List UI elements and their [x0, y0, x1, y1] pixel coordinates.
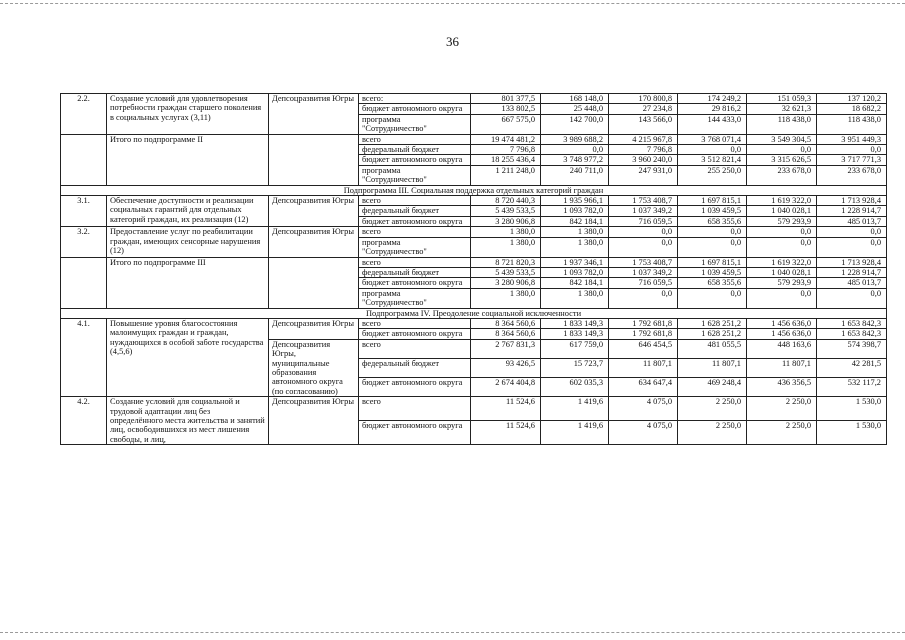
row-number: 2.2.: [61, 94, 107, 135]
row-number: 4.1.: [61, 318, 107, 396]
value-cell: 485 013,7: [817, 278, 887, 288]
value-cell: 2 674 404,8: [471, 378, 541, 397]
row-number: [61, 257, 107, 308]
measure-name: Создание условий для удовлетворения потребности граждан старшего поколения в социальных услугах (3,11): [107, 94, 269, 135]
value-cell: 716 059,5: [609, 216, 678, 226]
value-cell: 1 039 459,5: [678, 206, 747, 216]
value-cell: 1 753 408,7: [609, 196, 678, 206]
value-cell: 0,0: [817, 288, 887, 308]
value-cell: 1 380,0: [541, 237, 609, 257]
value-cell: 579 293,9: [747, 278, 817, 288]
section-title: Подпрограмма IV. Преодоление социальной исключенности: [61, 308, 887, 318]
value-cell: 19 474 481,2: [471, 134, 541, 144]
finance-source-cell: бюджет автономного округа: [359, 155, 471, 165]
value-cell: 469 248,4: [678, 378, 747, 397]
top-edge-line: [0, 3, 905, 4]
value-cell: 0,0: [678, 227, 747, 237]
page-number: 36: [446, 34, 459, 49]
finance-source-cell: бюджет автономного округа: [359, 421, 471, 445]
value-cell: 118 438,0: [817, 114, 887, 134]
value-cell: 1 211 248,0: [471, 165, 541, 185]
value-cell: 574 398,7: [817, 339, 887, 358]
value-cell: 143 566,0: [609, 114, 678, 134]
value-cell: 481 055,5: [678, 339, 747, 358]
value-cell: 3 549 304,5: [747, 134, 817, 144]
section-title: Подпрограмма III. Социальная поддержка отдельных категорий граждан: [61, 185, 887, 195]
table-row: [61, 134, 887, 144]
value-cell: 5 439 533,5: [471, 206, 541, 216]
value-cell: 3 280 906,8: [471, 216, 541, 226]
section-row: [61, 308, 887, 318]
value-cell: 18 682,2: [817, 104, 887, 114]
value-cell: 1 380,0: [471, 227, 541, 237]
finance-source-cell: федеральный бюджет: [359, 267, 471, 277]
value-cell: 233 678,0: [817, 165, 887, 185]
value-cell: 0,0: [817, 237, 887, 257]
value-cell: 1 037 349,2: [609, 206, 678, 216]
measure-name: Итого по подпрограмме III: [107, 257, 269, 308]
value-cell: 3 280 906,8: [471, 278, 541, 288]
value-cell: 485 013,7: [817, 216, 887, 226]
value-cell: 0,0: [747, 237, 817, 257]
value-cell: 4 075,0: [609, 421, 678, 445]
value-cell: 11 807,1: [747, 358, 817, 377]
value-cell: 42 281,5: [817, 358, 887, 377]
value-cell: 1 380,0: [471, 237, 541, 257]
value-cell: 0,0: [678, 145, 747, 155]
value-cell: 3 748 977,2: [541, 155, 609, 165]
program-finance-table: [60, 93, 887, 445]
value-cell: 0,0: [817, 227, 887, 237]
finance-source-cell: всего: [359, 134, 471, 144]
value-cell: 1 380,0: [541, 227, 609, 237]
row-number: 3.1.: [61, 196, 107, 227]
value-cell: 842 184,1: [541, 278, 609, 288]
value-cell: 617 759,0: [541, 339, 609, 358]
value-cell: 4 215 967,8: [609, 134, 678, 144]
value-cell: 1 040 028,1: [747, 267, 817, 277]
value-cell: 1 833 149,3: [541, 329, 609, 339]
value-cell: 1 228 914,7: [817, 206, 887, 216]
bottom-edge-line: [0, 632, 905, 633]
value-cell: 1 530,0: [817, 421, 887, 445]
value-cell: 2 767 831,3: [471, 339, 541, 358]
value-cell: 0,0: [678, 237, 747, 257]
finance-source-cell: всего: [359, 339, 471, 358]
value-cell: 25 448,0: [541, 104, 609, 114]
value-cell: 247 931,0: [609, 165, 678, 185]
table-row: [61, 257, 887, 267]
value-cell: 27 234,8: [609, 104, 678, 114]
row-number: [61, 134, 107, 185]
finance-source-cell: федеральный бюджет: [359, 358, 471, 377]
value-cell: 1 697 815,1: [678, 257, 747, 267]
value-cell: 144 433,0: [678, 114, 747, 134]
value-cell: 4 075,0: [609, 397, 678, 421]
value-cell: 118 438,0: [747, 114, 817, 134]
value-cell: 0,0: [678, 288, 747, 308]
measure-name: Создание условий для социальной и трудовой адаптации лиц без определённого места жительства и занятий лиц, освободившихся из мест лишения свободы, и лиц,: [107, 397, 269, 445]
value-cell: 602 035,3: [541, 378, 609, 397]
row-number: 4.2.: [61, 397, 107, 445]
value-cell: 646 454,5: [609, 339, 678, 358]
value-cell: 1 619 322,0: [747, 196, 817, 206]
finance-source-cell: федеральный бюджет: [359, 145, 471, 155]
table-row: [61, 397, 887, 421]
executor: Депсоцразвития Югры, муниципальные образования автономного округа (по согласованию): [269, 339, 359, 396]
value-cell: 174 249,2: [678, 94, 747, 104]
value-cell: 3 768 071,4: [678, 134, 747, 144]
measure-name: Предоставление услуг по реабилитации граждан, имеющих сенсорные нарушения (12): [107, 227, 269, 257]
value-cell: 1 792 681,8: [609, 329, 678, 339]
value-cell: 255 250,0: [678, 165, 747, 185]
executor: Депсоцразвития Югры: [269, 94, 359, 135]
finance-source-cell: бюджет автономного округа: [359, 216, 471, 226]
executor: Депсоцразвития Югры: [269, 318, 359, 339]
value-cell: 8 720 440,3: [471, 196, 541, 206]
value-cell: 8 364 560,6: [471, 329, 541, 339]
value-cell: 532 117,2: [817, 378, 887, 397]
finance-source-cell: бюджет автономного округа: [359, 104, 471, 114]
value-cell: 0,0: [747, 227, 817, 237]
value-cell: 18 255 436,4: [471, 155, 541, 165]
value-cell: 658 355,6: [678, 278, 747, 288]
value-cell: 3 512 821,4: [678, 155, 747, 165]
value-cell: 2 250,0: [678, 397, 747, 421]
value-cell: 1 792 681,8: [609, 318, 678, 328]
value-cell: 5 439 533,5: [471, 267, 541, 277]
value-cell: 1 228 914,7: [817, 267, 887, 277]
value-cell: 801 377,5: [471, 94, 541, 104]
measure-name: Повышение уровня благосостояния малоимущих граждан и граждан, нуждающихся в особой заботе государства (4,5,6): [107, 318, 269, 396]
value-cell: 1 456 636,0: [747, 318, 817, 328]
value-cell: 1 037 349,2: [609, 267, 678, 277]
value-cell: 3 951 449,3: [817, 134, 887, 144]
value-cell: 716 059,5: [609, 278, 678, 288]
finance-source-cell: бюджет автономного округа: [359, 378, 471, 397]
value-cell: 1 619 322,0: [747, 257, 817, 267]
value-cell: 7 796,8: [471, 145, 541, 155]
finance-source-cell: всего: [359, 227, 471, 237]
value-cell: 240 711,0: [541, 165, 609, 185]
value-cell: 15 723,7: [541, 358, 609, 377]
value-cell: 2 250,0: [678, 421, 747, 445]
value-cell: 579 293,9: [747, 216, 817, 226]
value-cell: 1 697 815,1: [678, 196, 747, 206]
table-body: [61, 94, 887, 445]
value-cell: 137 120,2: [817, 94, 887, 104]
measure-name: Итого по подпрограмме II: [107, 134, 269, 185]
value-cell: 0,0: [747, 288, 817, 308]
table-row: [61, 94, 887, 104]
value-cell: 29 816,2: [678, 104, 747, 114]
value-cell: 1 937 346,1: [541, 257, 609, 267]
value-cell: 8 721 820,3: [471, 257, 541, 267]
executor: [269, 257, 359, 308]
value-cell: 0,0: [747, 145, 817, 155]
finance-source-cell: бюджет автономного округа: [359, 329, 471, 339]
value-cell: 32 621,3: [747, 104, 817, 114]
value-cell: 0,0: [817, 145, 887, 155]
finance-source-cell: федеральный бюджет: [359, 206, 471, 216]
value-cell: 1 380,0: [541, 288, 609, 308]
value-cell: 1 713 928,4: [817, 257, 887, 267]
value-cell: 142 700,0: [541, 114, 609, 134]
value-cell: 11 524,6: [471, 397, 541, 421]
value-cell: 1 628 251,2: [678, 329, 747, 339]
value-cell: 233 678,0: [747, 165, 817, 185]
value-cell: 1 653 842,3: [817, 318, 887, 328]
value-cell: 1 833 149,3: [541, 318, 609, 328]
executor: [269, 134, 359, 185]
executor: Депсоцразвития Югры: [269, 227, 359, 257]
value-cell: 667 575,0: [471, 114, 541, 134]
value-cell: 2 250,0: [747, 397, 817, 421]
value-cell: 11 807,1: [678, 358, 747, 377]
value-cell: 170 800,8: [609, 94, 678, 104]
value-cell: 3 717 771,3: [817, 155, 887, 165]
value-cell: 1 093 782,0: [541, 267, 609, 277]
value-cell: 1 093 782,0: [541, 206, 609, 216]
finance-source-cell: всего: [359, 397, 471, 421]
finance-source-cell: программа "Сотрудничество": [359, 165, 471, 185]
table-row: [61, 318, 887, 328]
value-cell: 436 356,5: [747, 378, 817, 397]
value-cell: 1 040 028,1: [747, 206, 817, 216]
value-cell: 93 426,5: [471, 358, 541, 377]
value-cell: 1 530,0: [817, 397, 887, 421]
table-row: [61, 196, 887, 206]
value-cell: 3 960 240,0: [609, 155, 678, 165]
section-row: [61, 185, 887, 195]
value-cell: 7 796,8: [609, 145, 678, 155]
finance-source-cell: всего:: [359, 94, 471, 104]
value-cell: 1 753 408,7: [609, 257, 678, 267]
value-cell: 448 163,6: [747, 339, 817, 358]
finance-source-cell: всего: [359, 318, 471, 328]
value-cell: 634 647,4: [609, 378, 678, 397]
value-cell: 151 059,3: [747, 94, 817, 104]
value-cell: 1 713 928,4: [817, 196, 887, 206]
finance-source-cell: программа "Сотрудничество": [359, 288, 471, 308]
measure-name: Обеспечение доступности и реализации социальных гарантий для отдельных категорий граждан, их реализация (12): [107, 196, 269, 227]
value-cell: 1 419,6: [541, 421, 609, 445]
value-cell: 0,0: [609, 227, 678, 237]
value-cell: 842 184,1: [541, 216, 609, 226]
executor: Депсоцразвития Югры: [269, 397, 359, 445]
finance-source-cell: программа "Сотрудничество": [359, 237, 471, 257]
finance-source-cell: всего: [359, 257, 471, 267]
value-cell: 1 380,0: [471, 288, 541, 308]
value-cell: 0,0: [609, 237, 678, 257]
finance-source-cell: всего: [359, 196, 471, 206]
value-cell: 0,0: [609, 288, 678, 308]
value-cell: 0,0: [541, 145, 609, 155]
value-cell: 133 802,5: [471, 104, 541, 114]
value-cell: 11 524,6: [471, 421, 541, 445]
executor: Депсоцразвития Югры: [269, 196, 359, 227]
value-cell: 8 364 560,6: [471, 318, 541, 328]
value-cell: 2 250,0: [747, 421, 817, 445]
value-cell: 1 039 459,5: [678, 267, 747, 277]
value-cell: 1 419,6: [541, 397, 609, 421]
finance-source-cell: программа "Сотрудничество": [359, 114, 471, 134]
value-cell: 3 315 626,5: [747, 155, 817, 165]
row-number: 3.2.: [61, 227, 107, 257]
value-cell: 168 148,0: [541, 94, 609, 104]
table-row: [61, 227, 887, 237]
value-cell: 1 456 636,0: [747, 329, 817, 339]
value-cell: 1 628 251,2: [678, 318, 747, 328]
value-cell: 1 935 966,1: [541, 196, 609, 206]
value-cell: 1 653 842,3: [817, 329, 887, 339]
value-cell: 658 355,6: [678, 216, 747, 226]
value-cell: 3 989 688,2: [541, 134, 609, 144]
value-cell: 11 807,1: [609, 358, 678, 377]
finance-source-cell: бюджет автономного округа: [359, 278, 471, 288]
